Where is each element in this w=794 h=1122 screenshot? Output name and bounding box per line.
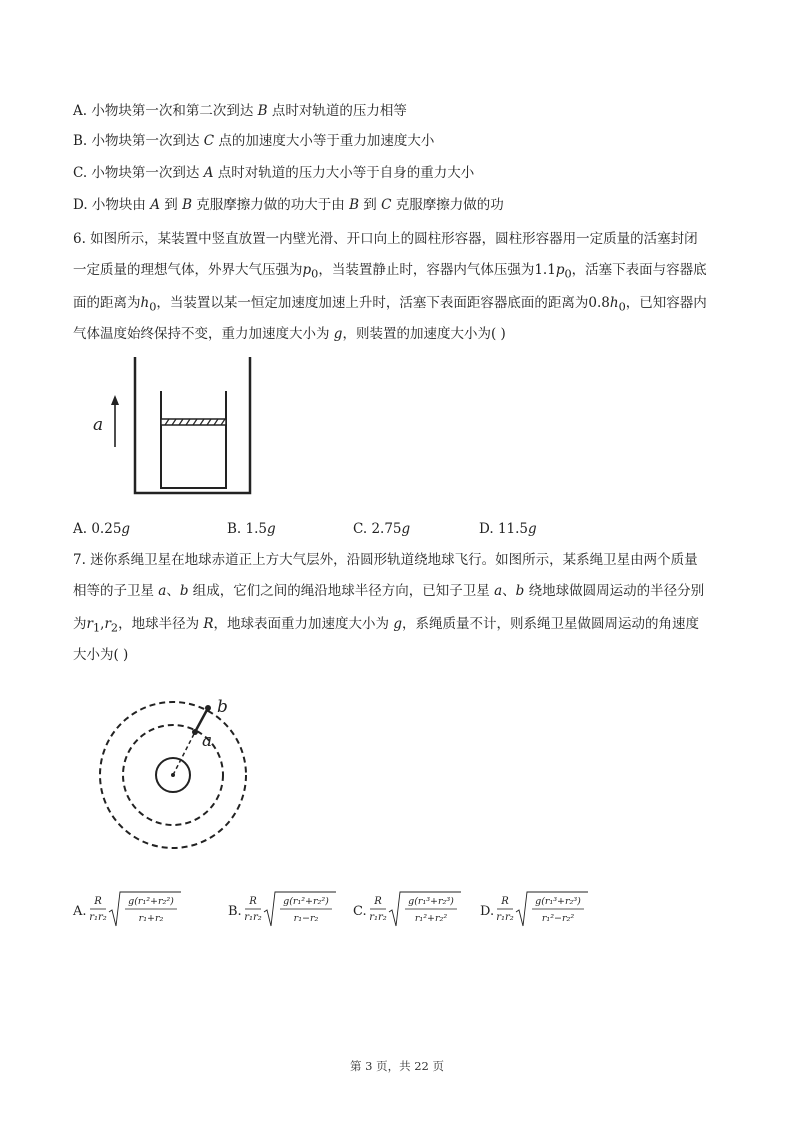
q6-container-figure [85,355,265,500]
q6-option-c: C. 2.75g [353,521,411,537]
q7-stem-line2: 相等的子卫星 a、b 组成，它们之间的绳沿地球半径方向，已知子卫星 a、b 绕地球做圆周运动的半径分别 [73,583,705,599]
svg-text:R: R [374,896,382,907]
q6-option-d: D. 11.5g [479,521,537,537]
q5-option-d: D. 小物块由 A 到 B 克服摩擦力做的功大于由 B 到 C 克服摩擦力做的功 [73,197,504,213]
q6-stem-line3: 面的距离为$h_0$，当装置以某一恒定加速度加速上升时，活塞下表面距容器底面的距离为$0.8h_0$，已知容器内 [73,295,707,314]
acceleration-label: a [93,415,104,435]
svg-text:g(r₁²+r₂²): g(r₁²+r₂²) [283,896,329,907]
q7-option-a [73,888,193,935]
q6-option-a: A. 0.25g [73,521,131,537]
svg-text:D.: D. [480,904,495,919]
svg-text:B.: B. [228,904,242,919]
svg-text:r₁r₂: r₁r₂ [244,912,262,923]
svg-text:g(r₁³+r₂³): g(r₁³+r₂³) [535,896,581,907]
page-footer: 第 3 页，共 22 页 [349,1059,445,1073]
satellite-b-label: b [217,697,228,717]
svg-text:g(r₁³+r₂³): g(r₁³+r₂³) [408,896,454,907]
q7-stem-line3: 为$r_1,r_2$，地球半径为 R，地球表面重力加速度大小为 g，系绳质量不计，则系绳卫星做圆周运动的角速度 [73,616,699,635]
svg-text:r₁r₂: r₁r₂ [496,912,514,923]
satellite-a [192,729,198,735]
svg-text:r₁²+r₂²: r₁²+r₂² [414,913,448,924]
svg-text:r₁+r₂: r₁+r₂ [138,913,164,924]
q6-stem-line2: 一定质量的理想气体，外界大气压强为$p_0$，当装置静止时，容器内气体压强为$1.1p_0$，活塞下表面与容器底 [73,262,707,281]
q6-option-b: B. 1.5g [227,521,276,537]
svg-text:A.: A. [73,904,87,919]
q7-orbit-figure [95,690,255,860]
svg-text:r₁²−r₂²: r₁²−r₂² [541,913,575,924]
svg-text:R: R [249,896,257,907]
q7-option-b [228,888,348,935]
q5-option-b: B. 小物块第一次到达 C 点的加速度大小等于重力加速度大小 [73,133,435,149]
svg-text:R: R [501,896,509,907]
satellite-b [205,705,211,711]
svg-text:C.: C. [353,904,367,919]
q7-option-c [353,888,473,935]
q5-option-c: C. 小物块第一次到达 A 点时对轨道的压力大小等于自身的重力大小 [73,165,475,181]
q6-stem-line4: 气体温度始终保持不变，重力加速度大小为 g，则装置的加速度大小为( ) [73,326,506,342]
tether [195,708,208,732]
q7-stem-line4: 大小为( ) [73,647,129,663]
svg-text:r₁r₂: r₁r₂ [369,912,387,923]
q5-option-a: A. 小物块第一次和第二次到达 B 点时对轨道的压力相等 [73,103,407,119]
svg-text:r₁r₂: r₁r₂ [89,912,107,923]
q7-stem-line1: 7. 迷你系绳卫星在地球赤道正上方大气层外，沿圆形轨道绕地球飞行。如图所示，某系绳卫星由两个质量 [73,552,698,568]
svg-text:r₁−r₂: r₁−r₂ [293,913,319,924]
satellite-a-label: a [202,731,213,751]
q6-stem-line1: 6. 如图所示，某装置中竖直放置一内壁光滑、开口向上的圆柱形容器，圆柱形容器用一定质量的活塞封闭 [73,231,698,247]
svg-text:R: R [94,896,102,907]
svg-text:g(r₁²+r₂²): g(r₁²+r₂²) [128,896,174,907]
q7-option-d [480,888,600,935]
